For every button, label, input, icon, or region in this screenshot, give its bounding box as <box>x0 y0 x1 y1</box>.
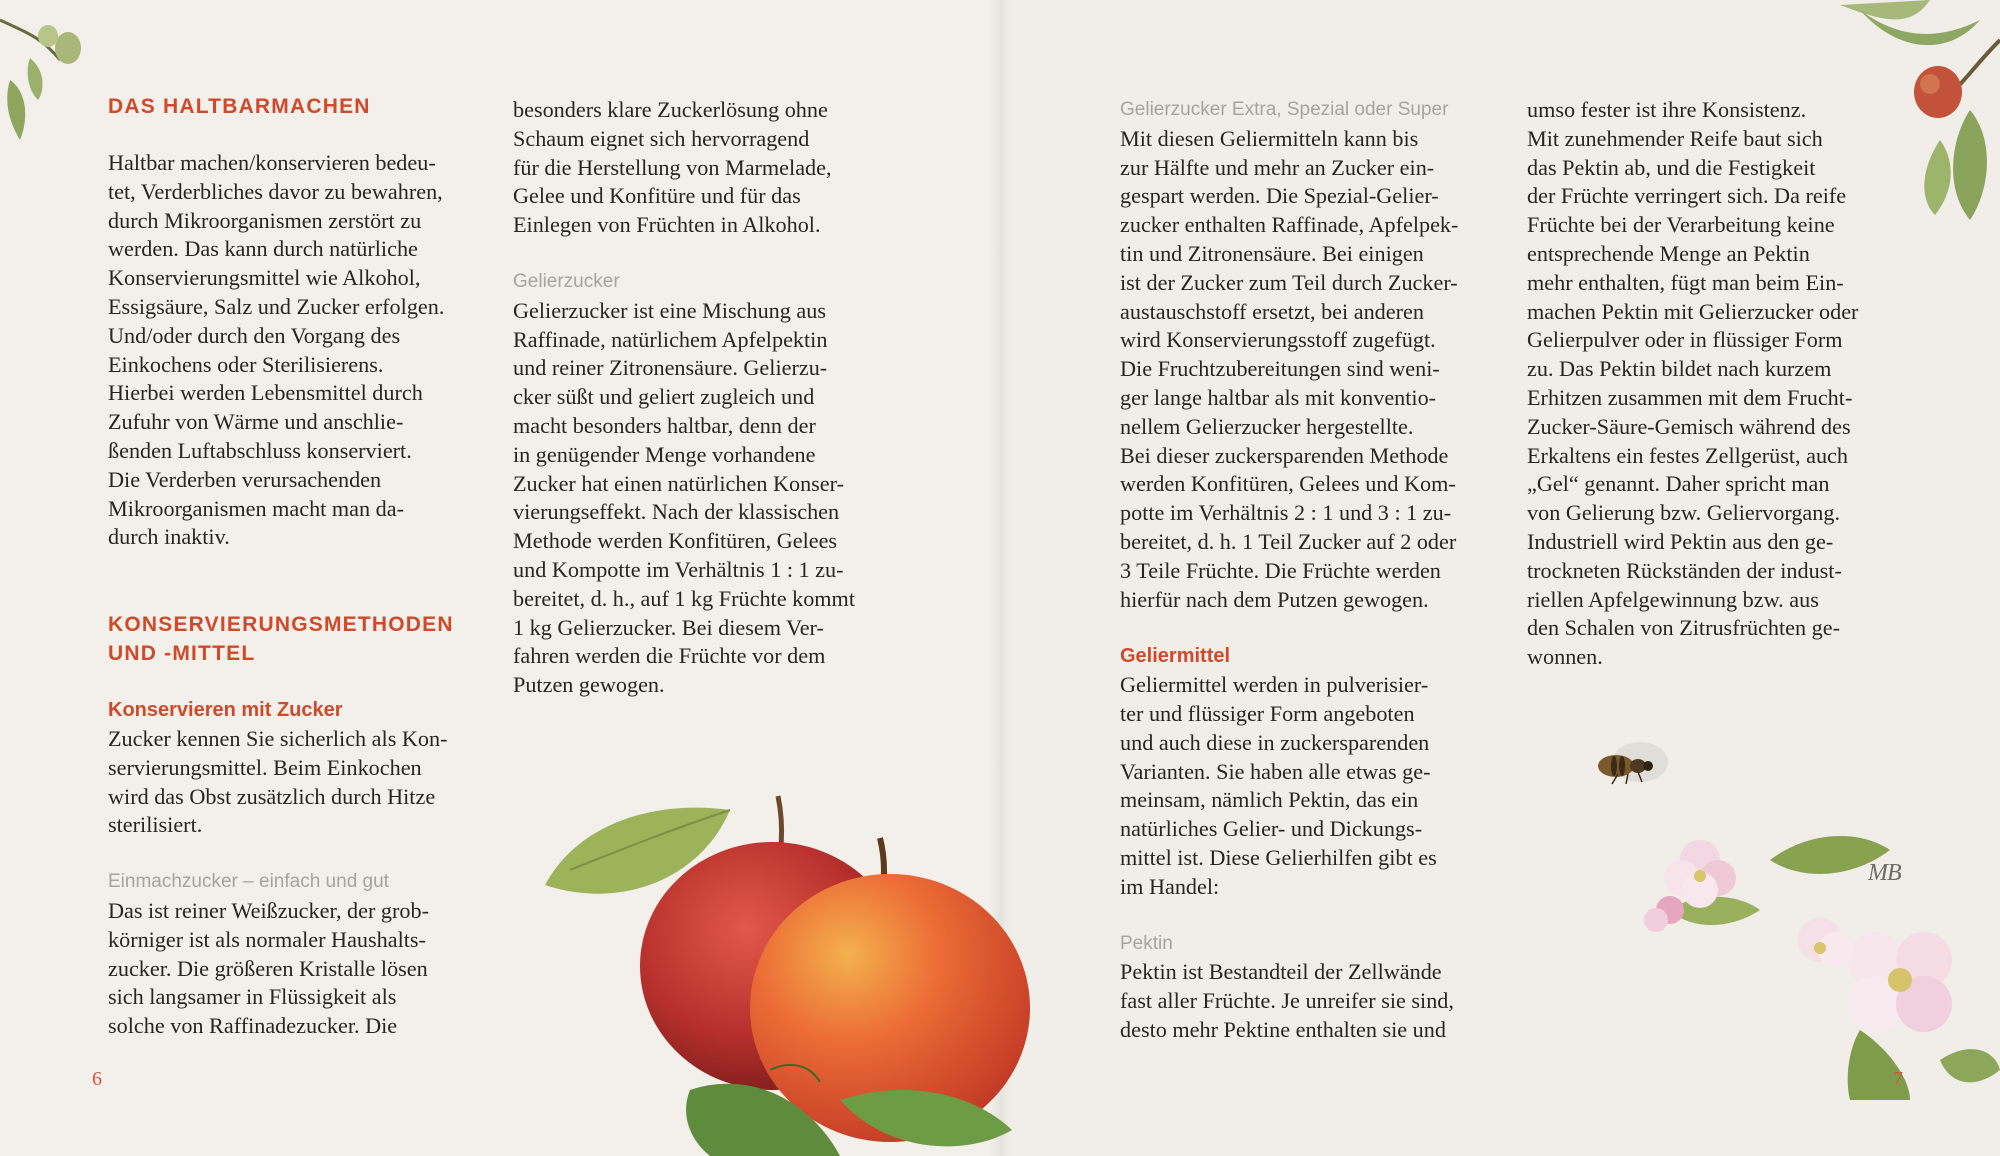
paragraph: Haltbar machen/konservieren bedeu- tet, Verderbliches davor zu bewahren, durch Mikroorganismen zerstört zu werden. Das kann durch natürliche Konservierungsmittel wie Alkohol, Essigsäure, Salz und Zucker erfolgen. Und/oder durch den Vorgang des Einkochens oder Sterilisierens. Hierbei werden Lebensmittel durch Zufuhr von Wärme und anschlie- ßenden Luftabschluss konserviert. Die Verderben verursachenden Mikroorganismen macht man da- durch inaktiv. <box>108 150 445 550</box>
apple-illustration <box>540 770 1140 1156</box>
subheading-einmachzucker: Einmachzucker – einfach und gut <box>108 871 389 893</box>
paragraph: umso fester ist ihre Konsistenz. Mit zunehmender Reife baut sich das Pektin ab, und die Festigkeit der Früchte verringert sich. Da reife Früchte bei der Verarbeitung keine entsprechende Menge an Pektin mehr enthalten, fügt man beim Ein- machen Pektin mit Gelierzucker oder Gelierpulver oder in flüssiger Form zu. Das Pektin bildet nach kurzem Erhitzen zusammen mit dem Frucht- Zucker-Säure-Gemisch während des Erkaltens ein festes Zellgerüst, auch „Gel“ genannt. Daher spricht man von Gelierung bzw. Geliervorgang. Industriell wird Pektin aus den ge- trockneten Rückständen der indust- riellen Apfelgewinnung bzw. aus den Schalen von Zitrusfrüchten ge- wonnen. <box>1527 97 1859 670</box>
paragraph: besonders klare Zuckerlösung ohne Schaum eignet sich hervorragend für die Herstellung von Marmelade, Gelee und Konfitüre und für das Einlegen von Früchten in Alkohol. <box>513 97 832 238</box>
left-column-2 <box>513 96 893 700</box>
subheading-konservieren-mit-zucker: Konservieren mit Zucker <box>108 699 343 722</box>
right-column-1 <box>1120 96 1500 1045</box>
paragraph: Zucker kennen Sie sicherlich als Kon- servierungsmittel. Beim Einkochen wird das Obst zusätzlich durch Hitze sterilisiert. <box>108 725 448 838</box>
bee-icon <box>1588 738 1678 788</box>
paragraph: Gelierzucker ist eine Mischung aus Raffinade, natürlichem Apfelpektin und reiner Zitronensäure. Gelierzu- cker süßt und geliert zugleich und macht besonders haltbar, denn der in genügender Menge vorhandene Zucker hat einen natürlichen Konser- vierungseffekt. Nach der klassischen Methode werden Konfitüren, Gelees und Kompotte im Verhältnis 1 : 1 zu- bereitet, d. h., auf 1 kg Früchte kommt 1 kg Gelierzucker. Bei diesem Ver- fahren werden die Früchte vor dem Putzen gewogen. <box>513 297 855 698</box>
paragraph: Das ist reiner Weißzucker, der grob- körniger ist als normaler Haushalts- zucker. Die größeren Kristalle lösen sich langsamer in Flüssigkeit als solche von Raffinadezucker. Die <box>108 897 429 1039</box>
section-heading-konservierungsmethoden: KONSERVIERUNGSMETHODEN UND -MITTEL <box>108 613 454 666</box>
subheading-pektin: Pektin <box>1120 932 1173 954</box>
section-heading-haltbarmachen: DAS HALTBARMACHEN <box>108 95 371 118</box>
subheading-gelierzucker: Gelierzucker <box>513 270 620 292</box>
apple-blossom-illustration <box>1610 800 2000 1100</box>
paragraph: Pektin ist Bestandteil der Zellwände fast aller Früchte. Je unreifer sie sind, desto mehr Pektine enthalten sie und <box>1120 959 1454 1042</box>
subheading-geliermittel: Geliermittel <box>1120 645 1231 668</box>
left-column-1 <box>108 92 478 1041</box>
rosehip-branch-top-left-illustration <box>0 0 90 150</box>
subheading-gelierzucker-extra: Gelierzucker Extra, Spezial oder Super <box>1120 99 1449 120</box>
artist-signature: MB <box>1868 860 1901 886</box>
page-number-right: 7 <box>1893 1068 1903 1090</box>
page-number-left: 6 <box>92 1068 102 1090</box>
paragraph: Mit diesen Geliermitteln kann bis zur Hälfte und mehr an Zucker ein- gespart werden. Die Spezial-Gelier- zucker enthalten Raffinade, Apfelpek- tin und Zitronensäure. Bei einigen ist der Zucker zum Teil durch Zucker- austauschstoff ersetzt, bei anderen wird Konservierungsstoff zugefügt. Die Fruchtzubereitungen sind weni- ger lange haltbar als mit konventio- nellem Gelierzucker hergestellte. Bei dieser zuckersparenden Methode werden Konfitüren, Gelees und Kom- potte im Verhältnis 2 : 1 und 3 : 1 zu- bereitet, d. h. 1 Teil Zucker auf 2 oder 3 Teile Früchte. Die Früchte werden hierfür nach dem Putzen gewogen. <box>1120 125 1459 612</box>
right-column-2 <box>1527 96 1907 672</box>
paragraph: Geliermittel werden in pulverisier- ter und flüssiger Form angeboten und auch diese in zuckersparenden Varianten. Sie haben alle etwas ge- meinsam, nämlich Pektin, das ein natürliches Gelier- und Dickungs- mittel ist. Diese Gelierhilfen gibt es im Handel: <box>1120 672 1437 899</box>
